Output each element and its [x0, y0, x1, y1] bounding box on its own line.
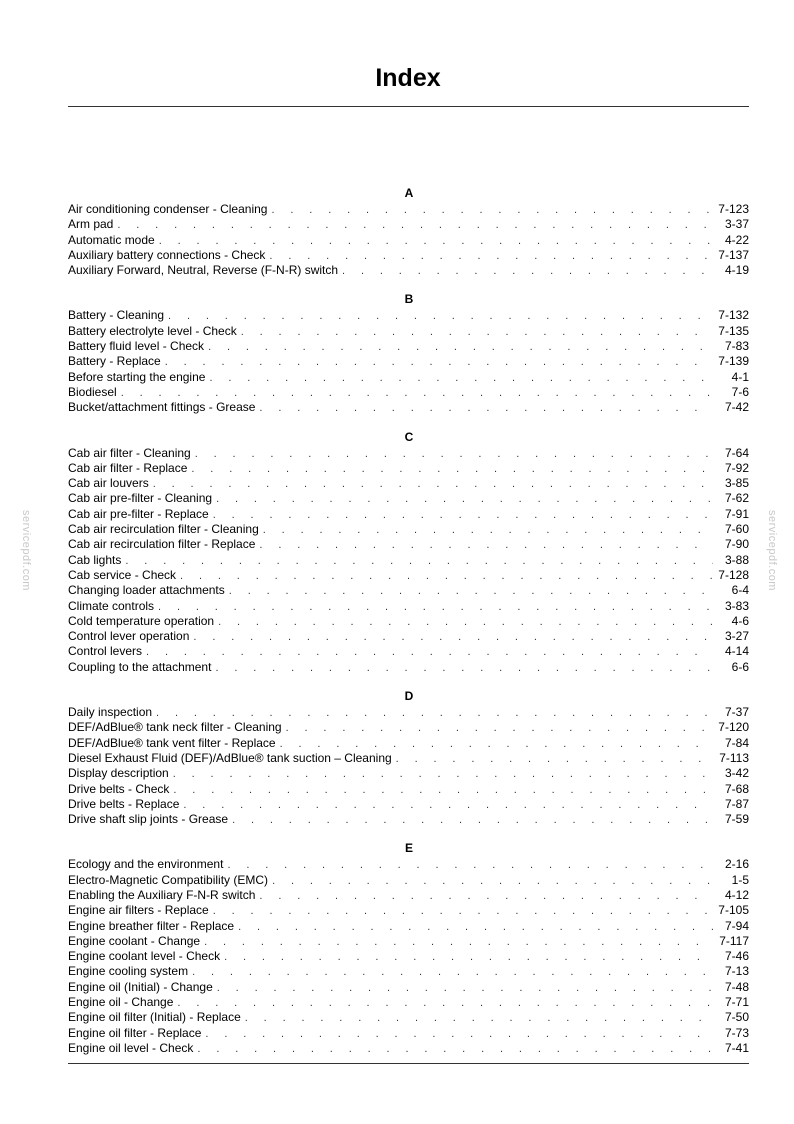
index-entry[interactable] — [68, 263, 749, 278]
dot-leader — [177, 996, 713, 1011]
entry-label: Battery electrolyte level - Check — [68, 323, 237, 338]
dot-leader — [158, 600, 713, 615]
entry-label: Climate controls — [68, 598, 155, 613]
entry-label: Cab air recirculation filter - Cleaning — [68, 522, 259, 537]
entry-label: Battery - Cleaning — [68, 308, 165, 323]
dot-leader — [217, 981, 713, 996]
entry-page-number: 3-83 — [724, 598, 749, 613]
dot-leader — [224, 950, 713, 965]
entry-page-number: 7-135 — [718, 323, 749, 338]
entry-page-number: 7-73 — [724, 1025, 749, 1040]
entry-page-number: 3-85 — [724, 476, 749, 491]
entry-page-number: 4-12 — [724, 887, 749, 902]
dot-leader — [191, 462, 713, 477]
index-entry[interactable] — [68, 461, 749, 476]
entry-page-number: 4-22 — [724, 232, 749, 247]
entry-page-number: 7-90 — [724, 537, 749, 552]
index-entry[interactable] — [68, 583, 749, 598]
entry-label: Cold temperature operation — [68, 613, 215, 628]
index-entry[interactable] — [68, 568, 749, 583]
entry-label: Cab service - Check — [68, 567, 177, 582]
index-entry[interactable] — [68, 537, 749, 552]
entry-label: Drive shaft slip joints - Grease — [68, 812, 229, 827]
section-letter: A — [404, 186, 414, 200]
entry-label: Daily inspection — [68, 705, 153, 720]
dot-leader — [168, 309, 712, 324]
index-entry[interactable] — [68, 736, 749, 751]
dot-leader — [342, 264, 713, 279]
dot-leader — [209, 371, 713, 386]
dot-leader — [213, 508, 713, 523]
dot-leader — [205, 1027, 713, 1042]
section-letter: E — [404, 841, 413, 856]
index-entry[interactable] — [68, 1010, 749, 1025]
section-letter: C — [404, 429, 414, 444]
dot-leader — [156, 706, 713, 721]
index-section-e — [68, 840, 749, 1056]
dot-leader — [286, 721, 713, 736]
entry-page-number: 7-117 — [719, 933, 749, 948]
index-section-c — [68, 429, 749, 675]
index-entry[interactable] — [68, 233, 749, 248]
dot-leader — [269, 249, 712, 264]
index-entry[interactable] — [68, 400, 749, 415]
dot-leader — [146, 645, 713, 660]
entry-label: Drive belts - Check — [68, 781, 170, 796]
dot-leader — [173, 783, 713, 798]
index-entry[interactable] — [68, 217, 749, 232]
index-entry[interactable] — [68, 308, 749, 323]
dot-leader — [208, 340, 713, 355]
index-entry[interactable] — [68, 751, 749, 766]
index-entry[interactable] — [68, 873, 749, 888]
entry-label: Engine breather filter - Replace — [68, 918, 235, 933]
index-entry[interactable] — [68, 720, 749, 735]
footer-divider — [68, 1063, 749, 1064]
dot-leader — [195, 447, 713, 462]
dot-leader — [229, 584, 713, 599]
dot-leader — [213, 904, 713, 919]
dot-leader — [227, 858, 713, 873]
entry-page-number: 7-139 — [718, 354, 749, 369]
index-entry[interactable] — [68, 1026, 749, 1041]
entry-label: Air conditioning condenser - Cleaning — [68, 202, 268, 216]
page-title: Index — [375, 64, 441, 92]
entry-label: Battery fluid level - Check — [68, 339, 205, 354]
entry-label: Engine coolant level - Check — [68, 949, 221, 964]
entry-page-number: 4-1 — [731, 369, 749, 384]
entry-label: Display description — [68, 766, 169, 781]
index-entry[interactable] — [68, 629, 749, 644]
entry-page-number: 7-37 — [724, 705, 749, 720]
entry-page-number: 4-14 — [724, 644, 749, 659]
dot-leader — [183, 798, 713, 813]
entry-page-number: 7-68 — [724, 781, 749, 796]
dot-leader — [245, 1011, 713, 1026]
entry-page-number: 7-42 — [724, 400, 749, 415]
index-entry[interactable] — [68, 385, 749, 400]
dot-leader — [193, 630, 713, 645]
dot-leader — [263, 523, 713, 538]
index-section-a — [68, 185, 749, 278]
dot-leader — [215, 661, 713, 676]
dot-leader — [159, 234, 713, 249]
index-entry[interactable] — [68, 370, 749, 385]
index-entry[interactable] — [68, 980, 749, 995]
entry-label: Diesel Exhaust Fluid (DEF)/AdBlue® tank suction – Cleaning — [68, 750, 392, 765]
index-entry[interactable] — [68, 660, 749, 675]
dot-leader — [238, 920, 713, 935]
entry-page-number: 7-94 — [724, 918, 749, 933]
dot-leader — [259, 538, 713, 553]
entry-label: Biodiesel — [68, 384, 117, 399]
entry-label: Engine oil filter - Replace — [68, 1025, 202, 1040]
entry-label: DEF/AdBlue® tank neck filter - Cleaning — [68, 720, 282, 735]
entry-label: Ecology and the environment — [68, 857, 224, 872]
index-list — [68, 185, 749, 1069]
index-entry[interactable] — [68, 766, 749, 781]
dot-leader — [165, 355, 713, 370]
entry-page-number: 7-41 — [724, 1040, 749, 1055]
dot-leader — [396, 752, 713, 767]
index-entry[interactable] — [68, 1041, 749, 1056]
entry-label: Bucket/attachment fittings - Grease — [68, 400, 256, 415]
dot-leader — [125, 554, 713, 569]
entry-label: Engine oil level - Check — [68, 1040, 194, 1055]
index-entry[interactable] — [68, 476, 749, 491]
index-entry[interactable] — [68, 522, 749, 537]
entry-page-number: 7-62 — [724, 491, 749, 506]
entry-label: Changing loader attachments — [68, 583, 225, 598]
entry-page-number: 7-91 — [724, 506, 749, 521]
dot-leader — [173, 767, 713, 782]
entry-page-number: 7-46 — [724, 949, 749, 964]
dot-leader — [153, 477, 713, 492]
entry-label: Drive belts - Replace — [68, 796, 180, 811]
index-entry[interactable] — [68, 797, 749, 812]
entry-page-number: 7-92 — [724, 460, 749, 475]
entry-label: Engine cooling system — [68, 964, 189, 979]
entry-page-number: 7-71 — [724, 995, 749, 1010]
index-entry[interactable] — [68, 949, 749, 964]
entry-page-number: 7-120 — [718, 720, 749, 735]
index-entry[interactable] — [68, 782, 749, 797]
entry-label: Cab air recirculation filter - Replace — [68, 537, 256, 552]
entry-label: Before starting the engine — [68, 369, 206, 384]
index-entry[interactable] — [68, 553, 749, 568]
index-entry[interactable] — [68, 599, 749, 614]
entry-page-number: 7-48 — [724, 979, 749, 994]
dot-leader — [232, 813, 713, 828]
dot-leader — [259, 889, 713, 904]
entry-label: Battery - Replace — [68, 354, 161, 369]
entry-page-number: 7-123 — [718, 202, 749, 216]
entry-page-number: 7-59 — [724, 812, 749, 827]
entry-label: Engine coolant - Change — [68, 933, 201, 948]
index-entry[interactable] — [68, 354, 749, 369]
entry-page-number: 3-27 — [724, 629, 749, 644]
entry-label: Automatic mode — [68, 232, 155, 247]
index-entry[interactable] — [68, 964, 749, 979]
dot-leader — [197, 1042, 713, 1057]
watermark-right: servicepdf.com — [766, 510, 778, 591]
index-entry[interactable] — [68, 491, 749, 506]
dot-leader — [272, 874, 713, 889]
index-entry[interactable] — [68, 614, 749, 629]
index-entry[interactable] — [68, 248, 749, 263]
dot-leader — [180, 569, 712, 584]
entry-page-number: 6-4 — [731, 583, 749, 598]
dot-leader — [218, 615, 713, 630]
entry-label: Cab air filter - Replace — [68, 460, 188, 475]
index-entry[interactable] — [68, 507, 749, 522]
entry-label: Enabling the Auxiliary F-N-R switch — [68, 887, 256, 902]
entry-label: Control levers — [68, 644, 143, 659]
entry-page-number: 7-105 — [718, 903, 749, 918]
entry-page-number: 7-113 — [719, 750, 749, 765]
index-entry[interactable] — [68, 903, 749, 918]
entry-page-number: 4-6 — [731, 613, 749, 628]
title-divider — [68, 106, 749, 107]
entry-label: Electro-Magnetic Compatibility (EMC) — [68, 872, 269, 887]
index-entry[interactable] — [68, 934, 749, 949]
entry-label: Engine oil - Change — [68, 995, 174, 1010]
index-entry[interactable] — [68, 705, 749, 720]
dot-leader — [121, 386, 713, 401]
dot-leader — [241, 325, 713, 340]
section-letter: B — [404, 292, 414, 307]
dot-leader — [259, 401, 713, 416]
index-entry[interactable] — [68, 202, 749, 217]
entry-label: Engine oil (Initial) - Change — [68, 979, 213, 994]
index-entry[interactable] — [68, 812, 749, 827]
index-section-b — [68, 291, 749, 415]
index-entry[interactable] — [68, 995, 749, 1010]
entry-label: Arm pad — [68, 217, 114, 232]
entry-page-number: 6-6 — [731, 659, 749, 674]
entry-page-number: 7-84 — [724, 735, 749, 750]
entry-label: Engine oil filter (Initial) - Replace — [68, 1010, 241, 1025]
dot-leader — [271, 203, 712, 218]
entry-label: Auxiliary Forward, Neutral, Reverse (F-N-R) switch — [68, 263, 339, 278]
entry-page-number: 7-137 — [718, 247, 749, 262]
entry-page-number: 7-60 — [724, 522, 749, 537]
entry-page-number: 3-42 — [724, 766, 749, 781]
entry-label: Cab lights — [68, 552, 122, 567]
entry-page-number: 7-132 — [718, 308, 749, 323]
entry-page-number: 1-5 — [731, 872, 749, 887]
index-entry[interactable] — [68, 857, 749, 872]
entry-label: Coupling to the attachment — [68, 659, 212, 674]
entry-page-number: 7-87 — [724, 796, 749, 811]
dot-leader — [216, 492, 713, 507]
entry-page-number: 2-16 — [724, 857, 749, 872]
entry-label: Control lever operation — [68, 629, 190, 644]
index-entry[interactable] — [68, 446, 749, 461]
entry-label: Cab air louvers — [68, 476, 149, 491]
entry-page-number: 4-19 — [724, 263, 749, 278]
dot-leader — [280, 737, 713, 752]
index-entry[interactable] — [68, 888, 749, 903]
entry-page-number: 7-6 — [731, 384, 749, 399]
watermark-left: servicepdf.com — [20, 510, 32, 591]
entry-label: Auxiliary battery connections - Check — [68, 247, 266, 262]
index-section-d — [68, 688, 749, 827]
entry-label: Cab air pre-filter - Cleaning — [68, 491, 213, 506]
entry-label: Cab air pre-filter - Replace — [68, 506, 209, 521]
entry-page-number: 3-88 — [724, 552, 749, 567]
index-entry[interactable] — [68, 324, 749, 339]
entry-page-number: 7-50 — [724, 1010, 749, 1025]
entry-label: DEF/AdBlue® tank vent filter - Replace — [68, 735, 276, 750]
entry-page-number: 3-37 — [724, 217, 749, 232]
entry-label: Cab air filter - Cleaning — [68, 445, 191, 460]
section-letter: D — [404, 689, 414, 704]
entry-page-number: 7-13 — [724, 964, 749, 979]
entry-page-number: 7-83 — [724, 339, 749, 354]
index-entry[interactable] — [68, 339, 749, 354]
dot-leader — [192, 965, 713, 980]
dot-leader — [204, 935, 713, 950]
entry-page-number: 7-64 — [724, 445, 749, 460]
index-entry[interactable] — [68, 919, 749, 934]
index-entry[interactable] — [68, 644, 749, 659]
dot-leader — [117, 218, 713, 233]
entry-label: Engine air filters - Replace — [68, 903, 209, 918]
entry-page-number: 7-128 — [718, 567, 749, 582]
